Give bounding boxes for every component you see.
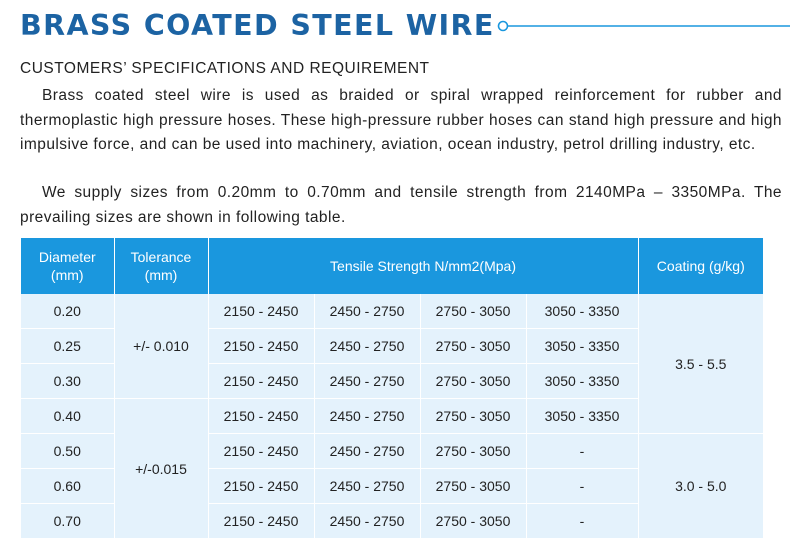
tensile-cell: 2450 - 2750	[314, 364, 420, 399]
tensile-cell: -	[526, 434, 638, 469]
tensile-cell: 2150 - 2450	[208, 364, 314, 399]
coating-group-cell: 3.5 - 5.5	[638, 294, 763, 434]
tensile-cell: 2150 - 2450	[208, 469, 314, 504]
tensile-cell: 2750 - 3050	[420, 364, 526, 399]
header-tensile-strength: Tensile Strength N/mm2(Mpa)	[208, 238, 638, 294]
tolerance-group-cell: +/- 0.010	[114, 294, 208, 399]
diameter-cell: 0.20	[21, 294, 114, 329]
tensile-cell: 2450 - 2750	[314, 294, 420, 329]
tensile-cell: 2750 - 3050	[420, 469, 526, 504]
tensile-cell: 2750 - 3050	[420, 329, 526, 364]
tensile-cell: 2450 - 2750	[314, 329, 420, 364]
diameter-cell: 0.70	[21, 504, 114, 539]
coating-group-cell: 3.0 - 5.0	[638, 434, 763, 539]
diameter-cell: 0.40	[21, 399, 114, 434]
tensile-cell: -	[526, 469, 638, 504]
tensile-cell: 2150 - 2450	[208, 399, 314, 434]
tensile-cell: 2450 - 2750	[314, 434, 420, 469]
title-row	[20, 6, 790, 46]
tensile-cell: 2450 - 2750	[314, 469, 420, 504]
tensile-cell: 3050 - 3350	[526, 364, 638, 399]
tensile-cell: -	[526, 504, 638, 539]
table-row	[21, 294, 763, 329]
diameter-cell: 0.50	[21, 434, 114, 469]
header-diameter: Diameter (mm)	[21, 238, 114, 294]
tensile-cell: 2450 - 2750	[314, 504, 420, 539]
page-title: BRASS COATED STEEL WIRE	[20, 9, 495, 42]
tensile-cell: 2150 - 2450	[208, 504, 314, 539]
diameter-cell: 0.25	[21, 329, 114, 364]
intro-paragraph: Brass coated steel wire is used as braided or spiral wrapped reinforcement for rubber and thermoplastic high pressure hoses. These high-pressure rubber hoses can stand high pressure and high impulsive force, and can be used into machinery, aviation, ocean industry, petrol drilling industry, etc.	[20, 87, 782, 153]
tensile-cell: 2750 - 3050	[420, 434, 526, 469]
tensile-cell: 3050 - 3350	[526, 294, 638, 329]
tensile-cell: 2150 - 2450	[208, 434, 314, 469]
tolerance-group-cell: +/-0.015	[114, 399, 208, 539]
diameter-cell: 0.60	[21, 469, 114, 504]
tensile-cell: 2150 - 2450	[208, 294, 314, 329]
tensile-cell: 2750 - 3050	[420, 399, 526, 434]
tensile-cell: 2450 - 2750	[314, 399, 420, 434]
header-coating: Coating (g/kg)	[638, 238, 763, 294]
section-subheading: CUSTOMERS’ SPECIFICATIONS AND REQUIREMENT	[20, 60, 430, 77]
tensile-cell: 2750 - 3050	[420, 504, 526, 539]
spec-table	[21, 238, 763, 539]
tensile-cell: 3050 - 3350	[526, 399, 638, 434]
circle-line-divider-icon	[495, 18, 790, 34]
diameter-cell: 0.30	[21, 364, 114, 399]
tensile-cell: 2750 - 3050	[420, 294, 526, 329]
tensile-cell: 3050 - 3350	[526, 329, 638, 364]
table-header-row	[21, 238, 763, 294]
tensile-cell: 2150 - 2450	[208, 329, 314, 364]
sizes-paragraph: We supply sizes from 0.20mm to 0.70mm and tensile strength from 2140MPa – 3350MPa. The prevailing sizes are shown in following table.	[20, 184, 782, 226]
header-tolerance: Tolerance (mm)	[114, 238, 208, 294]
